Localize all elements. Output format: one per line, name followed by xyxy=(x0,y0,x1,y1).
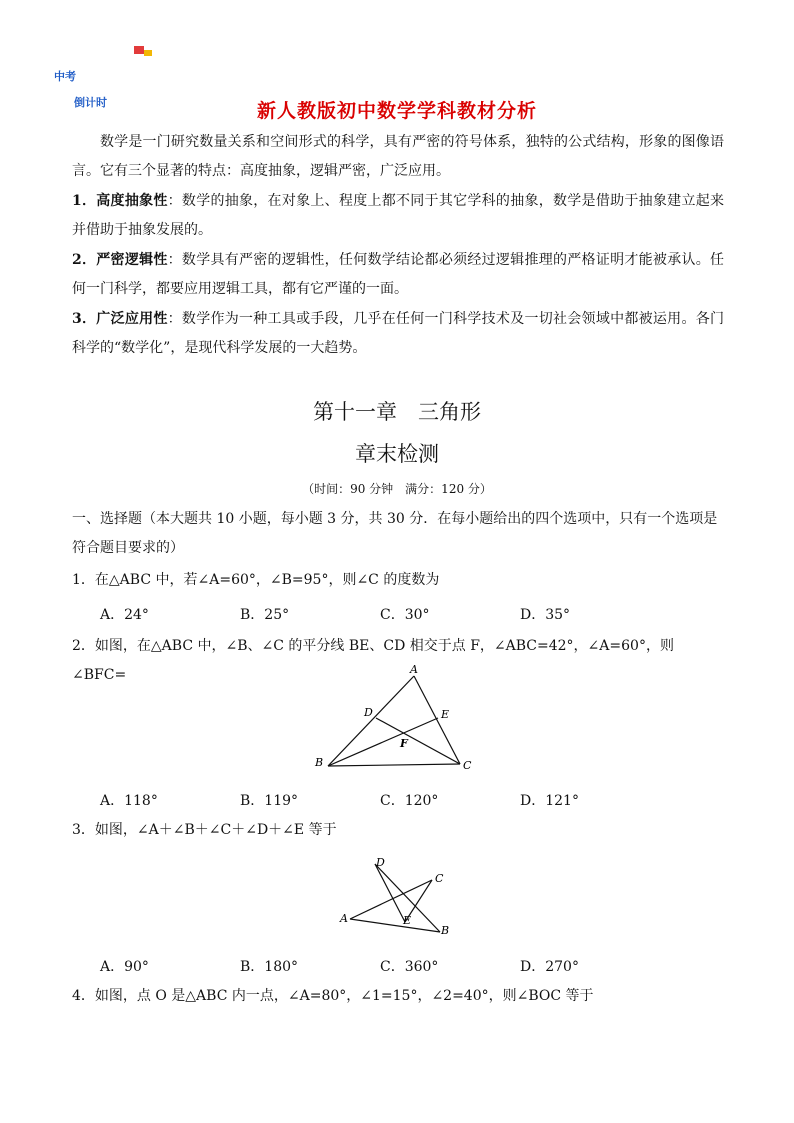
q3-option-a[interactable]: A．90° xyxy=(100,959,149,975)
q3-label-e: E xyxy=(403,914,412,927)
q3-label-a: A xyxy=(340,912,348,925)
q2-triangle-figure xyxy=(300,662,490,782)
question-4-stem: 4．如图，点 O 是△ABC 内一点，∠A=80°，∠1=15°，∠2=40°，则∠BOC 等于 xyxy=(72,988,594,1004)
feature-1-text: ：数学的抽象，在对象上、程度上都不同于其它学科的抽象，数学是借助于抽象建立起来并借助于抽象发展的。 xyxy=(72,193,724,238)
question-1-stem: 1．在△ABC 中，若∠A=60°，∠B=95°，则∠C 的度数为 xyxy=(72,572,440,588)
q2-label-b: B xyxy=(315,756,324,769)
feature-1 xyxy=(72,187,724,245)
q3-star-figure xyxy=(335,852,465,942)
feature-2-label: 2．严密逻辑性 xyxy=(72,252,168,268)
q3-label-d: D xyxy=(376,856,385,869)
q3-option-d[interactable]: D．270° xyxy=(520,959,579,975)
feature-3-text: ：数学作为一种工具或手段，几乎在任何一门科学技术及一切社会领域中都被运用。各门科学的“数学化”，是现代科学发展的一大趋势。 xyxy=(72,311,724,356)
feature-1-label: 1．高度抽象性 xyxy=(72,193,168,209)
chapter-title: 第十一章 三角形 xyxy=(313,400,481,424)
q2-option-d[interactable]: D．121° xyxy=(520,793,579,809)
q2-label-d: D xyxy=(364,706,373,719)
chapter-subtitle: 章末检测 xyxy=(355,442,439,466)
feature-2 xyxy=(72,246,724,304)
question-3-stem: 3．如图，∠A＋∠B＋∠C＋∠D＋∠E 等于 xyxy=(72,822,337,838)
document-header-title: 新人教版初中数学学科教材分析 xyxy=(256,100,537,122)
q3-option-c[interactable]: C．360° xyxy=(380,959,439,975)
question-2-stem: 2．如图，在△ABC 中，∠B、∠C 的平分线 BE、CD 相交于点 F，∠ABC=42°，∠A=60°，则∠BFC= xyxy=(72,638,674,683)
q2-label-a: A xyxy=(410,663,418,676)
feature-2-text: ：数学具有严密的逻辑性，任何数学结论都必须经过逻辑推理的严格证明才能被承认。任何一门科学，都要应用逻辑工具，都有它严谨的一面。 xyxy=(72,252,724,297)
intro-paragraph: 数学是一门研究数量关系和空间形式的科学，具有严密的符号体系，独特的公式结构，形象的图像语言。它有三个显著的特点：高度抽象，逻辑严密，广泛应用。 xyxy=(72,134,724,179)
q1-option-b[interactable]: B．25° xyxy=(240,607,290,623)
q1-option-d[interactable]: D．35° xyxy=(520,607,571,623)
q3-option-b[interactable]: B．180° xyxy=(240,959,299,975)
q2-label-c: C xyxy=(463,759,472,772)
q2-option-c[interactable]: C．120° xyxy=(380,793,439,809)
exam-meta: （时间：90 分钟 满分：120 分） xyxy=(302,482,492,496)
logo-line2: 倒计时 xyxy=(74,96,107,109)
q1-option-c[interactable]: C．30° xyxy=(380,607,430,623)
q2-option-b[interactable]: B．119° xyxy=(240,793,299,809)
feature-3 xyxy=(72,305,724,363)
q2-label-f: F xyxy=(400,737,408,750)
q3-label-b: B xyxy=(441,924,450,937)
q2-label-e: E xyxy=(441,708,450,721)
q1-option-a[interactable]: A．24° xyxy=(100,607,149,623)
q2-option-a[interactable]: A．118° xyxy=(100,793,158,809)
feature-3-label: 3．广泛应用性 xyxy=(72,311,168,327)
q3-label-c: C xyxy=(435,872,444,885)
logo-line1: 中考 xyxy=(54,70,76,83)
section-heading: 一、选择题（本大题共 10 小题，每小题 3 分，共 30 分．在每小题给出的四个选项中，只有一个选项是符合题目要求的） xyxy=(72,511,718,556)
